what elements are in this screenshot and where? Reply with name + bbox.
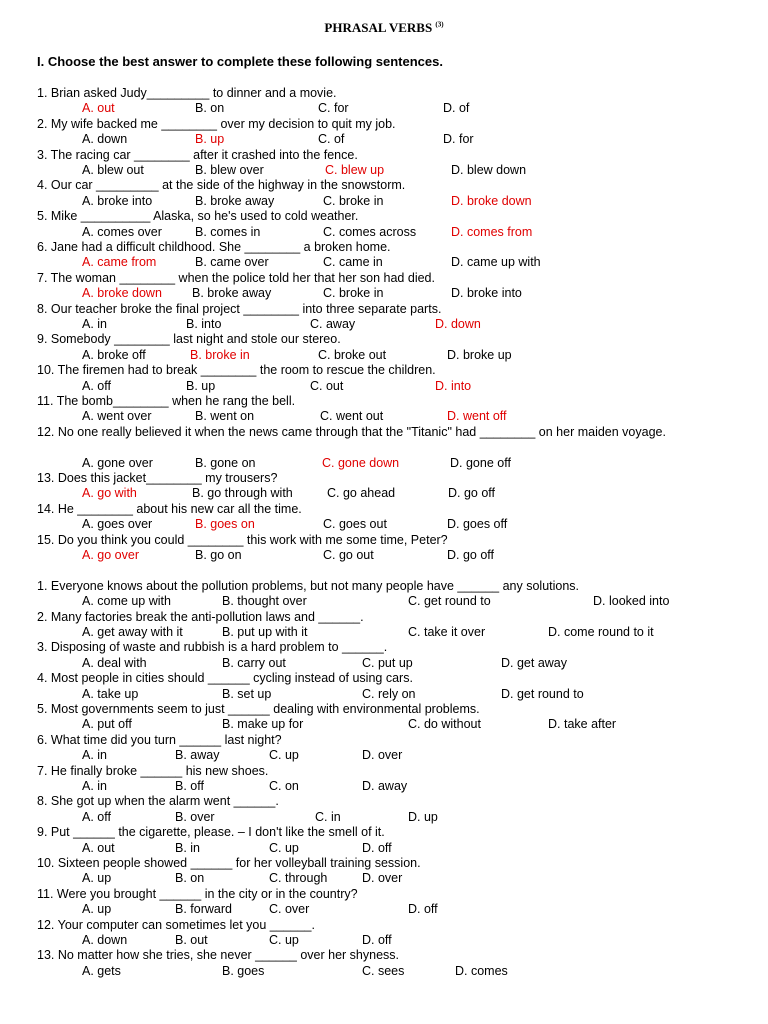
answer-option-a: A. broke off (82, 347, 146, 362)
answer-option-a: A. gets (82, 963, 121, 978)
options-row (0, 964, 768, 979)
answer-option-a: A. blew out (82, 163, 144, 177)
question-part2-3: 3. Disposing of waste and rubbish is a hard problem to ______. (37, 640, 388, 655)
answer-option-d: D. off (408, 902, 438, 917)
answer-option-c: C. for (318, 101, 349, 116)
answer-option-c: C. up (269, 748, 299, 763)
question-part2-9: 9. Put ______ the cigarette, please. – I don't like the smell of it. (37, 825, 385, 840)
answer-option-a: A. in (82, 779, 108, 793)
options-row (0, 933, 768, 948)
answer-option-a: A. off (82, 378, 111, 393)
answer-option-d: D. go off (447, 548, 495, 562)
question-part2-8: 8. She got up when the alarm went ______. (37, 794, 279, 809)
options-row (0, 163, 768, 178)
answer-option-c: C. comes across (323, 224, 417, 239)
answer-option-a: A. came from (82, 255, 157, 270)
answer-option-b: B. set up (222, 686, 272, 701)
answer-option-a: A. go with (82, 486, 137, 501)
question-part2-5: 5. Most governments seem to just ______ dealing with environmental problems. (37, 702, 480, 716)
answer-option-c: C. broke out (318, 347, 387, 362)
question-part2-6: 6. What time did you turn ______ last night? (37, 732, 282, 747)
answer-option-c: C. gone down (322, 455, 400, 470)
options-row (0, 687, 768, 702)
answer-option-a: A. in (82, 748, 108, 763)
answer-option-b: B. away (175, 748, 220, 763)
answer-option-a: A. put off (82, 717, 132, 732)
answer-option-d: D. broke up (447, 347, 512, 362)
question-part1-1: 1. Brian asked Judy_________ to dinner and a movie. (37, 86, 337, 100)
question-part1-13: 13. Does this jacket________ my trousers? (37, 471, 278, 485)
options-row (0, 286, 768, 301)
question-part2-7: 7. He finally broke ______ his new shoes. (37, 763, 269, 778)
answer-option-b: B. goes on (195, 517, 255, 532)
options-row (0, 255, 768, 270)
options-row (0, 409, 768, 424)
answer-option-b: B. forward (175, 902, 232, 917)
question-part1-3: 3. The racing car ________ after it crashed into the fence. (37, 147, 358, 162)
answer-option-d: D. went off (447, 409, 507, 424)
options-row (0, 379, 768, 394)
question-part2-2: 2. Many factories break the anti-pollution laws and ______. (37, 609, 364, 624)
options-row (0, 101, 768, 116)
question-part1-8: 8. Our teacher broke the final project ________ into three separate parts. (37, 301, 442, 316)
options-row (0, 871, 768, 886)
question-part2-13: 13. No matter how she tries, she never ______ over her shyness. (37, 948, 399, 963)
question-part2-4: 4. Most people in cities should ______ cycling instead of using cars. (37, 671, 413, 686)
answer-option-c: C. broke in (323, 286, 384, 301)
options-row (0, 486, 768, 501)
question-part1-9: 9. Somebody ________ last night and stole our stereo. (37, 332, 341, 347)
question-part1-12: 12. No one really believed it when the news came through that the "Titanic" had ________ on her maiden voyage. (37, 424, 666, 439)
answer-option-d: D. of (443, 101, 470, 116)
answer-option-b: B. put up with it (222, 625, 308, 639)
answer-option-c: C. up (269, 840, 299, 855)
options-row (0, 317, 768, 332)
answer-option-d: D. comes from (451, 224, 533, 239)
answer-option-c: C. go ahead (327, 486, 396, 501)
answer-option-d: D. over (362, 748, 403, 763)
answer-option-d: D. up (408, 809, 438, 824)
answer-option-a: A. gone over (82, 455, 153, 470)
answer-option-b: B. in (175, 840, 201, 855)
answer-option-d: D. comes (455, 963, 508, 978)
question-part1-10: 10. The firemen had to break ________ the room to rescue the children. (37, 363, 436, 378)
answer-option-c: C. broke in (323, 193, 384, 208)
answer-option-c: C. sees (362, 963, 405, 978)
options-row (0, 779, 768, 794)
answer-option-b: B. broke in (190, 347, 250, 362)
answer-option-c: C. of (318, 132, 345, 147)
answer-option-a: A. goes over (82, 517, 153, 532)
question-part2-11: 11. Were you brought ______ in the city or in the country? (37, 886, 358, 901)
answer-option-a: A. out (82, 840, 115, 855)
options-row (0, 348, 768, 363)
answer-option-d: D. goes off (447, 517, 508, 532)
options-row (0, 132, 768, 147)
answer-option-b: B. off (175, 779, 204, 793)
answer-option-d: D. broke into (451, 286, 522, 301)
options-row (0, 625, 768, 640)
answer-option-d: D. blew down (451, 163, 527, 177)
title-superscript: (3) (435, 20, 444, 29)
options-row (0, 517, 768, 532)
answer-option-a: A. get away with it (82, 625, 183, 639)
answer-option-b: B. comes in (195, 224, 261, 239)
question-part1-15: 15. Do you think you could ________ this work with me some time, Peter? (37, 532, 448, 547)
options-row (0, 656, 768, 671)
answer-option-b: B. went on (195, 409, 255, 424)
answer-option-b: B. go through with (192, 486, 293, 501)
answer-option-c: C. put up (362, 655, 413, 670)
answer-option-b: B. over (175, 809, 215, 824)
options-row (0, 225, 768, 240)
answer-option-d: D. came up with (451, 255, 541, 270)
answer-option-a: A. down (82, 132, 128, 147)
question-part1-5: 5. Mike __________ Alaska, so he's used to cold weather. (37, 209, 359, 224)
answer-option-c: C. out (310, 378, 344, 393)
answer-option-c: C. get round to (408, 594, 491, 609)
answer-option-b: B. go on (195, 548, 242, 562)
options-row (0, 748, 768, 763)
answer-option-c: C. goes out (323, 517, 387, 532)
answer-option-d: D. broke down (451, 193, 532, 208)
answer-option-b: B. blew over (195, 163, 264, 177)
answer-option-a: A. went over (82, 409, 152, 424)
section-heading: I. Choose the best answer to complete these following sentences. (37, 54, 443, 69)
question-part1-11: 11. The bomb________ when he rang the bell. (37, 394, 296, 408)
question-part1-4: 4. Our car _________ at the side of the highway in the snowstorm. (37, 178, 406, 193)
answer-option-b: B. came over (195, 255, 269, 270)
question-part2-1: 1. Everyone knows about the pollution problems, but not many people have ______ any solutions. (37, 578, 580, 593)
options-row (0, 902, 768, 917)
answer-option-d: D. over (362, 871, 403, 886)
answer-option-c: C. do without (408, 717, 481, 732)
answer-option-c: C. on (269, 779, 299, 793)
answer-option-d: D. go off (448, 486, 496, 501)
answer-option-b: B. gone on (195, 455, 256, 470)
answer-option-b: B. up (195, 132, 225, 147)
answer-option-c: C. over (269, 902, 310, 917)
answer-option-a: A. take up (82, 686, 139, 701)
options-row (0, 194, 768, 209)
answer-option-d: D. take after (548, 717, 617, 732)
answer-option-d: D. off (362, 933, 392, 947)
answer-option-a: A. broke into (82, 193, 153, 208)
answer-option-d: D. get round to (501, 686, 584, 701)
options-row (0, 841, 768, 856)
answer-option-c: C. in (315, 809, 341, 824)
answer-option-d: D. get away (501, 655, 568, 670)
answer-option-d: D. down (435, 317, 481, 331)
answer-option-c: C. came in (323, 255, 383, 270)
answer-option-b: B. on (195, 101, 225, 116)
answer-option-c: C. away (310, 317, 356, 331)
answer-option-a: A. comes over (82, 224, 162, 239)
answer-option-b: B. thought over (222, 594, 307, 609)
question-part1-7: 7. The woman ________ when the police told her that her son had died. (37, 270, 435, 285)
answer-option-d: D. come round to it (548, 625, 654, 639)
answer-option-b: B. up (186, 378, 216, 393)
answer-option-a: A. in (82, 317, 108, 331)
options-row (0, 594, 768, 609)
options-row (0, 548, 768, 563)
answer-option-b: B. carry out (222, 655, 286, 670)
answer-option-a: A. go over (82, 548, 139, 562)
answer-option-c: C. blew up (325, 163, 385, 177)
answer-option-c: C. up (269, 933, 299, 947)
options-row (0, 717, 768, 732)
answer-option-c: C. go out (323, 548, 374, 562)
question-part1-14: 14. He ________ about his new car all the time. (37, 501, 302, 516)
question-part2-10: 10. Sixteen people showed ______ for her volleyball training session. (37, 856, 421, 870)
answer-option-b: B. make up for (222, 717, 304, 732)
answer-option-a: A. come up with (82, 594, 171, 609)
answer-option-d: D. into (435, 378, 472, 393)
answer-option-a: A. broke down (82, 286, 162, 301)
title-text: PHRASAL VERBS (324, 20, 433, 35)
answer-option-a: A. out (82, 101, 115, 116)
answer-option-a: A. down (82, 933, 128, 947)
answer-option-b: B. out (175, 933, 208, 947)
question-part1-2: 2. My wife backed me ________ over my decision to quit my job. (37, 116, 396, 131)
answer-option-b: B. into (186, 317, 222, 331)
answer-option-c: C. went out (320, 409, 384, 424)
answer-option-c: C. rely on (362, 686, 416, 701)
answer-option-a: A. up (82, 902, 112, 917)
answer-option-a: A. deal with (82, 655, 147, 670)
page-title (0, 20, 768, 36)
answer-option-b: B. goes (222, 963, 265, 978)
options-row (0, 810, 768, 825)
answer-option-c: C. through (269, 871, 328, 886)
answer-option-b: B. on (175, 871, 205, 886)
answer-option-a: A. up (82, 871, 112, 886)
answer-option-d: D. looked into (593, 594, 670, 609)
options-row (0, 456, 768, 471)
answer-option-b: B. broke away (195, 193, 275, 208)
answer-option-a: A. off (82, 809, 111, 824)
answer-option-d: D. for (443, 132, 474, 147)
answer-option-d: D. gone off (450, 455, 511, 470)
question-part1-6: 6. Jane had a difficult childhood. She ________ a broken home. (37, 240, 391, 254)
answer-option-c: C. take it over (408, 625, 486, 639)
question-part2-12: 12. Your computer can sometimes let you ______. (37, 917, 315, 932)
answer-option-b: B. broke away (192, 286, 272, 301)
answer-option-d: D. off (362, 840, 392, 855)
answer-option-d: D. away (362, 779, 408, 793)
